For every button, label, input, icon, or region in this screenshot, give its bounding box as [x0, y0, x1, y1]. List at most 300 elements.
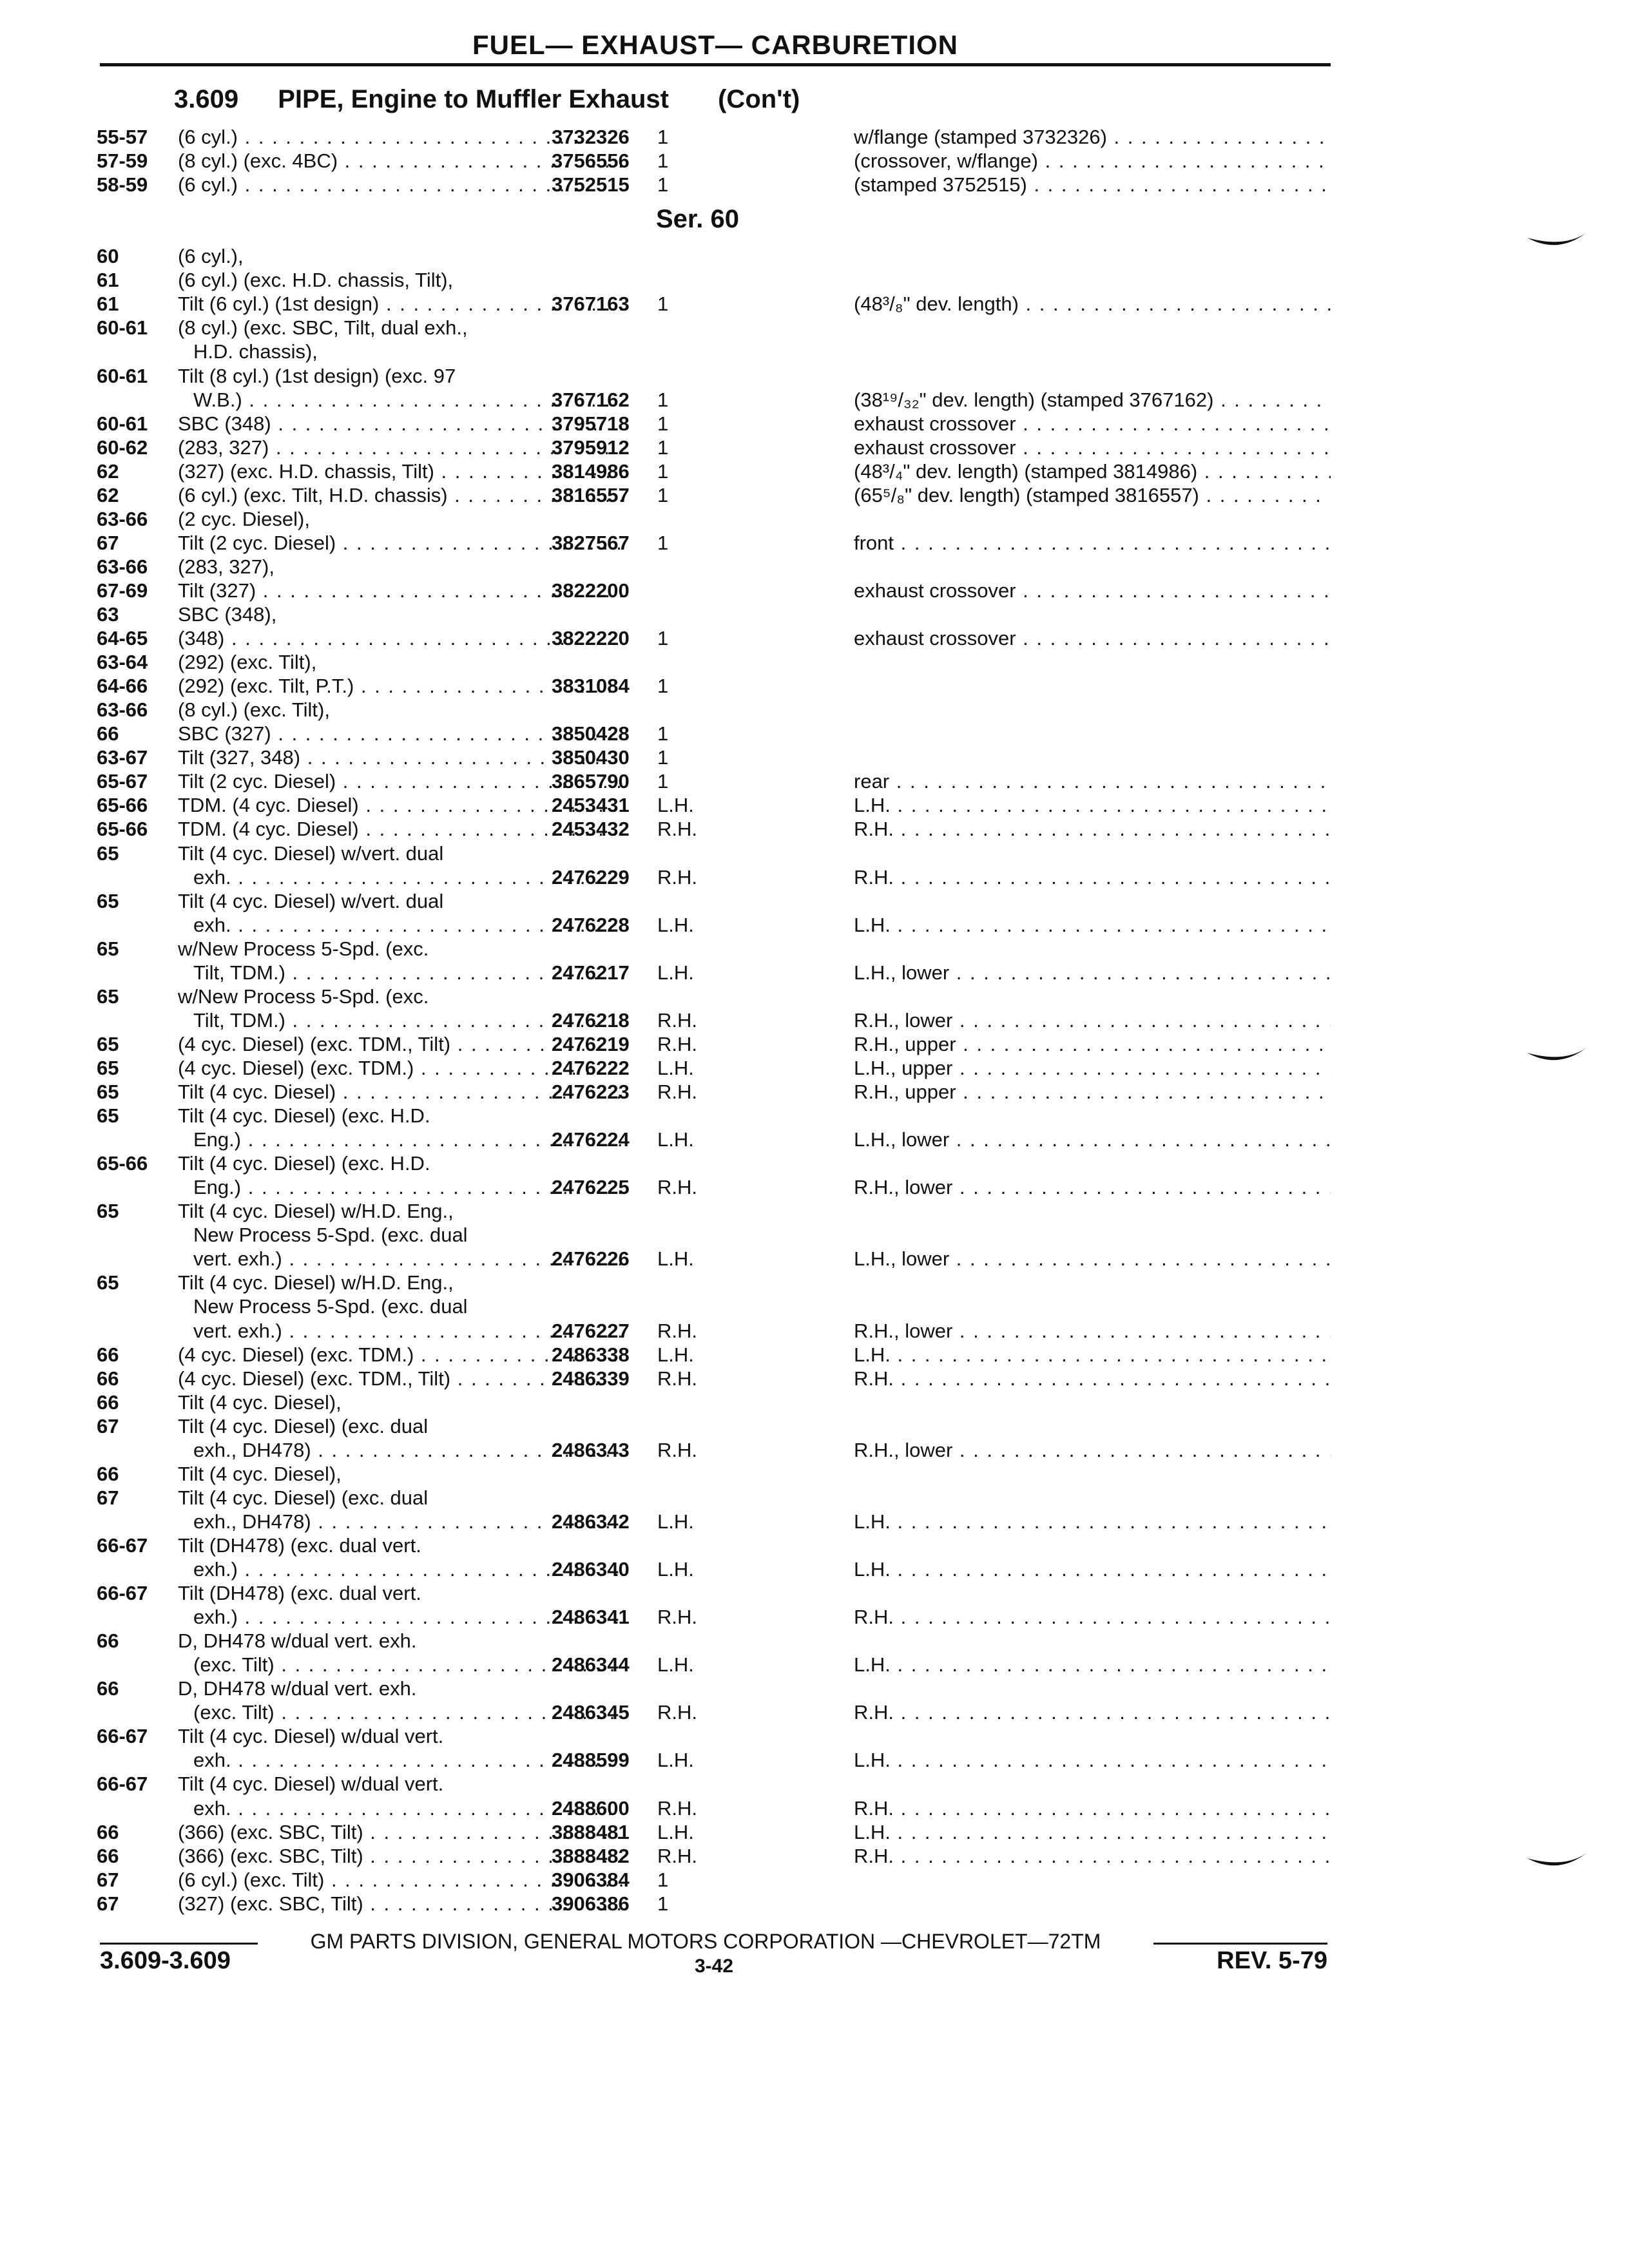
remarks-cell: L.H., lower . . .	[854, 960, 1331, 986]
quantity-cell: L.H.	[657, 1820, 694, 1843]
table-row	[97, 459, 1334, 485]
year-cell: 67	[97, 1414, 119, 1437]
part-number-cell: 3888481	[552, 1820, 630, 1843]
table-row	[97, 816, 1334, 842]
year-cell: 65	[97, 1032, 119, 1055]
remarks-cell: L.H., lower . . .	[854, 1127, 1331, 1153]
table-row	[97, 244, 1334, 269]
table-row	[97, 530, 1334, 556]
table-row	[97, 889, 1334, 914]
table-row	[97, 339, 1334, 365]
description-cell: (exc. Tilt) . . .	[193, 1700, 622, 1725]
part-number-cell: 3767162	[552, 388, 630, 411]
quantity-cell: L.H.	[657, 1247, 694, 1271]
remarks-cell: R.H. . . .	[854, 816, 1331, 842]
description-cell: Tilt (2 cyc. Diesel) . . .	[178, 769, 622, 794]
year-cell: 65	[97, 937, 119, 960]
year-cell: 66	[97, 1629, 119, 1653]
table-row	[97, 148, 1334, 174]
part-number-cell: 3831084	[552, 675, 630, 698]
table-row	[97, 363, 1334, 389]
year-cell: 63-66	[97, 555, 148, 578]
year-cell: 65	[97, 1104, 119, 1128]
quantity-cell: L.H.	[657, 794, 694, 817]
description-cell: Tilt, TDM.) . . .	[193, 1008, 622, 1033]
part-number-cell: 2486342	[552, 1510, 630, 1533]
year-cell: 65-66	[97, 1152, 148, 1175]
table-row	[97, 1246, 1334, 1272]
remarks-cell: L.H. . . .	[854, 1342, 1331, 1368]
part-number-cell: 2486340	[552, 1558, 630, 1581]
table-row	[97, 960, 1334, 986]
description-cell: Tilt (4 cyc. Diesel) w/dual vert.	[178, 1773, 444, 1796]
quantity-cell: R.H.	[657, 1319, 697, 1342]
quantity-cell: R.H.	[657, 1081, 697, 1103]
description-cell: Tilt (4 cyc. Diesel) w/H.D. Eng.,	[178, 1271, 454, 1294]
table-row	[97, 1867, 1334, 1893]
year-cell: 63-64	[97, 651, 148, 674]
section-name: PIPE, Engine to Muffler Exhaust	[278, 85, 669, 113]
year-cell: 66	[97, 1677, 119, 1700]
quantity-cell: L.H.	[657, 1653, 694, 1677]
remarks-cell: (stamped 3752515) . . .	[854, 172, 1331, 198]
quantity-cell: 1	[657, 388, 669, 411]
description-cell: exh.) . . .	[193, 1557, 622, 1582]
part-number-cell: 2476227	[552, 1319, 630, 1342]
table-row	[97, 1127, 1334, 1153]
description-cell: Tilt (4 cyc. Diesel) w/vert. dual	[178, 889, 444, 912]
part-number-cell: 2486344	[552, 1653, 630, 1677]
year-cell: 67-69	[97, 579, 148, 602]
remarks-cell: L.H. . . .	[854, 1652, 1331, 1678]
description-cell: Tilt (4 cyc. Diesel) w/vert. dual	[178, 841, 444, 865]
description-cell: H.D. chassis),	[193, 340, 318, 363]
quantity-cell: R.H.	[657, 1606, 697, 1629]
remarks-cell: R.H., lower . . .	[854, 1175, 1331, 1200]
part-number-cell: 3756556	[552, 149, 630, 173]
year-cell: 66	[97, 1343, 119, 1366]
quantity-cell: 1	[657, 173, 669, 197]
year-cell: 65	[97, 1200, 119, 1223]
year-cell: 60	[97, 245, 119, 268]
header-rule	[100, 63, 1331, 66]
table-row	[97, 912, 1334, 938]
part-number-cell: 2476228	[552, 913, 630, 936]
table-row	[97, 769, 1334, 794]
description-cell: Tilt (2 cyc. Diesel) . . .	[178, 530, 622, 556]
year-cell: 65-66	[97, 794, 148, 817]
year-cell: 65	[97, 985, 119, 1008]
binding-mark	[1526, 1849, 1588, 1875]
year-cell: 60-61	[97, 412, 148, 435]
description-cell: Eng.) . . .	[193, 1127, 622, 1153]
year-cell: 58-59	[97, 173, 148, 197]
description-cell: exh. . . .	[193, 865, 622, 890]
table-row	[97, 172, 1334, 198]
year-cell: 60-61	[97, 316, 148, 340]
remarks-cell: R.H. . . .	[854, 1796, 1331, 1821]
description-cell: exh. . . .	[193, 1747, 622, 1773]
part-number-cell: 3850430	[552, 746, 630, 769]
remarks-cell: (48³/₈" dev. length) . . .	[854, 291, 1331, 317]
part-number-cell: 3795718	[552, 412, 630, 435]
description-cell: Tilt (4 cyc. Diesel) w/H.D. Eng.,	[178, 1200, 454, 1223]
description-cell: Eng.) . . .	[193, 1175, 622, 1200]
table-row	[97, 1175, 1334, 1200]
part-number-cell: 2486338	[552, 1343, 630, 1366]
table-row	[97, 387, 1334, 413]
description-cell: (4 cyc. Diesel) (exc. TDM.) . . .	[178, 1342, 622, 1368]
part-number-cell: 2486339	[552, 1367, 630, 1390]
table-row	[97, 602, 1334, 628]
year-cell: 66-67	[97, 1582, 148, 1605]
year-cell: 62	[97, 483, 119, 506]
remarks-cell: L.H. . . .	[854, 1747, 1331, 1773]
table-row	[97, 1604, 1334, 1630]
section-number: 3.609	[174, 85, 239, 113]
description-cell: W.B.) . . .	[193, 387, 622, 413]
remarks-cell: exhaust crossover . . .	[854, 626, 1331, 651]
year-cell: 66-67	[97, 1773, 148, 1796]
year-cell: 66	[97, 1390, 119, 1414]
remarks-cell: (48³/₄" dev. length) (stamped 3814986) . . .	[854, 459, 1331, 485]
remarks-cell: R.H., lower . . .	[854, 1318, 1331, 1344]
description-cell: Tilt (4 cyc. Diesel) (exc. H.D.	[178, 1152, 430, 1175]
description-cell: (8 cyl.) (exc. Tilt),	[178, 698, 330, 722]
year-cell: 66	[97, 1844, 119, 1867]
part-number-cell: 2486343	[552, 1438, 630, 1461]
remarks-cell: L.H., lower . . .	[854, 1246, 1331, 1272]
part-number-cell: 3814986	[552, 459, 630, 483]
description-cell: (6 cyl.) . . .	[178, 172, 622, 198]
table-row	[97, 745, 1334, 771]
year-cell: 65	[97, 1081, 119, 1103]
description-cell: (366) (exc. SBC, Tilt) . . .	[178, 1820, 622, 1845]
year-cell: 66	[97, 1462, 119, 1485]
description-cell: exh.) . . .	[193, 1604, 622, 1630]
year-cell: 63	[97, 603, 119, 626]
footer-revision: REV. 5-79	[1217, 1947, 1327, 1974]
table-row	[97, 1390, 1334, 1416]
quantity-cell: L.H.	[657, 1056, 694, 1079]
table-row	[97, 1103, 1334, 1129]
table-row	[97, 936, 1334, 962]
description-cell: Tilt (4 cyc. Diesel) (exc. dual	[178, 1414, 429, 1437]
footer-publisher: GM PARTS DIVISION, GENERAL MOTORS CORPORATION —CHEVROLET—72TM	[310, 1930, 1101, 1953]
year-cell: 67	[97, 1486, 119, 1509]
quantity-cell: R.H.	[657, 1796, 697, 1820]
description-cell: SBC (348),	[178, 603, 277, 626]
description-cell: exh., DH478) . . .	[193, 1437, 622, 1463]
description-cell: New Process 5-Spd. (exc. dual	[193, 1295, 468, 1318]
quantity-cell: 1	[657, 1868, 669, 1891]
part-number-cell: 2488600	[552, 1796, 630, 1820]
quantity-cell: L.H.	[657, 1343, 694, 1366]
remarks-cell: (38¹⁹/₃₂" dev. length) (stamped 3767162) . . .	[854, 387, 1331, 413]
description-cell: Tilt (4 cyc. Diesel),	[178, 1462, 342, 1485]
description-cell: exh. . . .	[193, 912, 622, 938]
description-cell: vert. exh.) . . .	[193, 1246, 622, 1272]
table-row	[97, 1581, 1334, 1606]
quantity-cell: R.H.	[657, 1032, 697, 1055]
year-cell: 64-66	[97, 675, 148, 698]
part-number-cell: 3888482	[552, 1844, 630, 1867]
quantity-cell: R.H.	[657, 1176, 697, 1199]
part-number-cell: 2476222	[552, 1056, 630, 1079]
description-cell: TDM. (4 cyc. Diesel) . . .	[178, 793, 622, 818]
quantity-cell: 1	[657, 412, 669, 435]
description-cell: (2 cyc. Diesel),	[178, 507, 310, 530]
table-row	[97, 793, 1334, 818]
description-cell: Tilt (DH478) (exc. dual vert.	[178, 1533, 421, 1557]
year-cell: 67	[97, 1892, 119, 1915]
remarks-cell: R.H., lower . . .	[854, 1008, 1331, 1033]
part-number-cell: 2476218	[552, 1008, 630, 1032]
quantity-cell: 1	[657, 126, 669, 148]
year-cell: 66	[97, 1820, 119, 1843]
table-row	[97, 291, 1334, 317]
quantity-cell: L.H.	[657, 1510, 694, 1533]
description-cell: (4 cyc. Diesel) (exc. TDM., Tilt) . . .	[178, 1366, 622, 1392]
table-row	[97, 220, 1334, 245]
footer-page-number: 3-42	[695, 1956, 734, 1977]
description-cell: Tilt (4 cyc. Diesel) w/dual vert.	[178, 1725, 444, 1748]
remarks-cell: L.H. . . .	[854, 1509, 1331, 1535]
description-cell: D, DH478 w/dual vert. exh.	[178, 1629, 417, 1653]
remarks-cell: exhaust crossover . . .	[854, 435, 1331, 461]
table-row	[97, 721, 1334, 747]
table-row	[97, 1771, 1334, 1797]
table-row	[97, 1055, 1334, 1081]
table-row	[97, 124, 1334, 150]
description-cell: (348) . . .	[178, 626, 622, 651]
remarks-cell: (65⁵/₈" dev. length) (stamped 3816557) . . .	[854, 483, 1331, 508]
table-row	[97, 697, 1334, 723]
part-number-cell: 2488599	[552, 1749, 630, 1772]
section-title	[174, 85, 832, 114]
quantity-cell: R.H.	[657, 1008, 697, 1032]
year-cell: 63-67	[97, 746, 148, 769]
description-cell: (4 cyc. Diesel) (exc. TDM., Tilt) . . .	[178, 1032, 622, 1057]
part-number-cell: 2476224	[552, 1128, 630, 1151]
remarks-cell: L.H. . . .	[854, 912, 1331, 938]
description-cell: Tilt, TDM.) . . .	[193, 960, 622, 986]
part-number-cell: 2486341	[552, 1606, 630, 1629]
part-number-cell: 3906386	[552, 1892, 630, 1915]
description-cell: (292) (exc. Tilt),	[178, 651, 317, 674]
remarks-cell: exhaust crossover . . .	[854, 578, 1331, 604]
table-row	[97, 554, 1334, 580]
table-row	[97, 865, 1334, 890]
description-cell: Tilt (DH478) (exc. dual vert.	[178, 1582, 421, 1605]
table-row	[97, 1557, 1334, 1582]
year-cell: 66	[97, 722, 119, 745]
part-number-cell: 3906384	[552, 1868, 630, 1891]
table-row	[97, 1628, 1334, 1654]
table-row	[97, 841, 1334, 867]
table-row	[97, 1294, 1334, 1320]
table-row	[97, 1461, 1334, 1487]
table-row	[97, 626, 1334, 651]
table-row	[97, 1891, 1334, 1917]
remarks-cell: R.H. . . .	[854, 865, 1331, 890]
table-row	[97, 1676, 1334, 1702]
quantity-cell: 1	[657, 770, 669, 793]
table-row	[97, 315, 1334, 341]
table-row	[97, 1151, 1334, 1177]
part-number-cell: 2476219	[552, 1032, 630, 1055]
table-row	[97, 1437, 1334, 1463]
table-row	[97, 1270, 1334, 1296]
table-row	[97, 1414, 1334, 1439]
part-number-cell: 3767163	[552, 293, 630, 316]
year-cell: 57-59	[97, 149, 148, 173]
table-row	[97, 984, 1334, 1010]
quantity-cell: 1	[657, 722, 669, 745]
table-row	[97, 1198, 1334, 1224]
table-row	[97, 1318, 1334, 1344]
table-row	[97, 649, 1334, 675]
remarks-cell: front . . .	[854, 530, 1331, 556]
description-cell: (292) (exc. Tilt, P.T.) . . .	[178, 673, 622, 699]
description-cell: (6 cyl.) (exc. H.D. chassis, Tilt),	[178, 269, 454, 292]
part-number-cell: 3865790	[552, 770, 630, 793]
part-number-cell: 3795912	[552, 436, 630, 459]
year-cell: 65-66	[97, 818, 148, 841]
part-number-cell: 2453431	[552, 794, 630, 817]
year-cell: 63-66	[97, 507, 148, 530]
quantity-cell: L.H.	[657, 1558, 694, 1581]
quantity-cell: 1	[657, 1892, 669, 1915]
description-cell: Tilt (4 cyc. Diesel) (exc. dual	[178, 1486, 429, 1509]
table-row	[97, 673, 1334, 699]
description-cell: New Process 5-Spd. (exc. dual	[193, 1224, 468, 1247]
year-cell: 61	[97, 293, 119, 316]
description-cell: TDM. (4 cyc. Diesel) . . .	[178, 816, 622, 842]
table-row	[97, 1032, 1334, 1057]
remarks-cell: R.H. . . .	[854, 1700, 1331, 1725]
table-row	[97, 1700, 1334, 1725]
quantity-cell: R.H.	[657, 1701, 697, 1724]
remarks-cell: (crossover, w/flange) . . .	[854, 148, 1331, 174]
quantity-cell: 1	[657, 483, 669, 506]
year-cell: 66-67	[97, 1725, 148, 1748]
description-cell: (4 cyc. Diesel) (exc. TDM.) . . .	[178, 1055, 622, 1081]
table-row	[97, 1366, 1334, 1392]
year-cell: 66	[97, 1367, 119, 1390]
table-row	[97, 506, 1334, 532]
quantity-cell: 1	[657, 627, 669, 650]
part-number-cell: 2453432	[552, 818, 630, 841]
quantity-cell: 1	[657, 531, 669, 554]
part-number-cell: 2476225	[552, 1176, 630, 1199]
description-cell: Tilt (4 cyc. Diesel) (exc. H.D.	[178, 1104, 430, 1128]
description-cell: vert. exh.) . . .	[193, 1318, 622, 1344]
table-row	[97, 1222, 1334, 1248]
part-number-cell: 3850428	[552, 722, 630, 745]
remarks-cell: R.H. . . .	[854, 1604, 1331, 1630]
part-number-cell: 2486345	[552, 1701, 630, 1724]
table-row	[97, 411, 1334, 437]
description-cell: w/New Process 5-Spd. (exc.	[178, 985, 429, 1008]
year-cell: 55-57	[97, 126, 148, 148]
quantity-cell: L.H.	[657, 1128, 694, 1151]
remarks-cell: L.H. . . .	[854, 1820, 1331, 1845]
description-cell: SBC (327) . . .	[178, 721, 622, 747]
quantity-cell: L.H.	[657, 913, 694, 936]
quantity-cell: R.H.	[657, 818, 697, 841]
page-header: FUEL— EXHAUST— CARBURETION	[472, 30, 958, 60]
description-cell: SBC (348) . . .	[178, 411, 622, 437]
table-row	[97, 435, 1334, 461]
table-row	[97, 1509, 1334, 1535]
binding-mark	[1526, 229, 1588, 255]
remarks-cell: rear . . .	[854, 769, 1331, 794]
description-cell: Tilt (6 cyl.) (1st design) . . .	[178, 291, 622, 317]
table-row	[97, 578, 1334, 604]
quantity-cell: 1	[657, 293, 669, 316]
description-cell: D, DH478 w/dual vert. exh.	[178, 1677, 417, 1700]
description-cell: Tilt (327) . . .	[178, 578, 622, 604]
year-cell: 67	[97, 1868, 119, 1891]
table-row	[97, 1820, 1334, 1845]
table-row	[97, 483, 1334, 508]
description-cell: Tilt (8 cyl.) (1st design) (exc. 97	[178, 364, 456, 387]
description-cell: Tilt (4 cyc. Diesel),	[178, 1390, 342, 1414]
year-cell: 65	[97, 889, 119, 912]
description-cell: (327) (exc. H.D. chassis, Tilt) . . .	[178, 459, 622, 485]
quantity-cell: R.H.	[657, 865, 697, 889]
remarks-cell: exhaust crossover . . .	[854, 411, 1331, 437]
description-cell: (283, 327) . . .	[178, 435, 622, 461]
quantity-cell: 1	[657, 436, 669, 459]
part-number-cell: 2476226	[552, 1247, 630, 1271]
description-cell: (366) (exc. SBC, Tilt) . . .	[178, 1843, 622, 1869]
year-cell: 64-65	[97, 627, 148, 650]
table-row	[97, 1008, 1334, 1033]
part-number-cell: 3752515	[552, 173, 630, 197]
part-number-cell: 2476223	[552, 1081, 630, 1103]
year-cell: 61	[97, 269, 119, 292]
part-number-cell: 3822220	[552, 627, 630, 650]
quantity-cell: R.H.	[657, 1844, 697, 1867]
footer-rule-left	[100, 1943, 258, 1945]
part-number-cell: 2476217	[552, 961, 630, 984]
year-cell: 65	[97, 1271, 119, 1294]
table-row	[97, 196, 1334, 222]
year-cell: 60-62	[97, 436, 148, 459]
year-cell: 66-67	[97, 1533, 148, 1557]
description-cell: Tilt (327, 348) . . .	[178, 745, 622, 771]
description-cell: (283, 327),	[178, 555, 275, 578]
footer-rule-right	[1153, 1943, 1327, 1945]
part-number-cell: 3822200	[552, 579, 630, 602]
footer-section-range: 3.609-3.609	[100, 1947, 231, 1974]
year-cell: 62	[97, 459, 119, 483]
quantity-cell: R.H.	[657, 1438, 697, 1461]
table-row	[97, 267, 1334, 293]
table-row	[97, 1342, 1334, 1368]
description-cell: exh. . . .	[193, 1796, 622, 1821]
description-cell: exh., DH478) . . .	[193, 1509, 622, 1535]
description-cell: (327) (exc. SBC, Tilt) . . .	[178, 1891, 622, 1917]
table-row	[97, 1724, 1334, 1749]
part-number-cell: 2476229	[552, 865, 630, 889]
part-number-cell: 3732326	[552, 126, 630, 148]
description-cell: w/New Process 5-Spd. (exc.	[178, 937, 429, 960]
description-cell: (6 cyl.) . . .	[178, 124, 622, 150]
quantity-cell: R.H.	[657, 1367, 697, 1390]
